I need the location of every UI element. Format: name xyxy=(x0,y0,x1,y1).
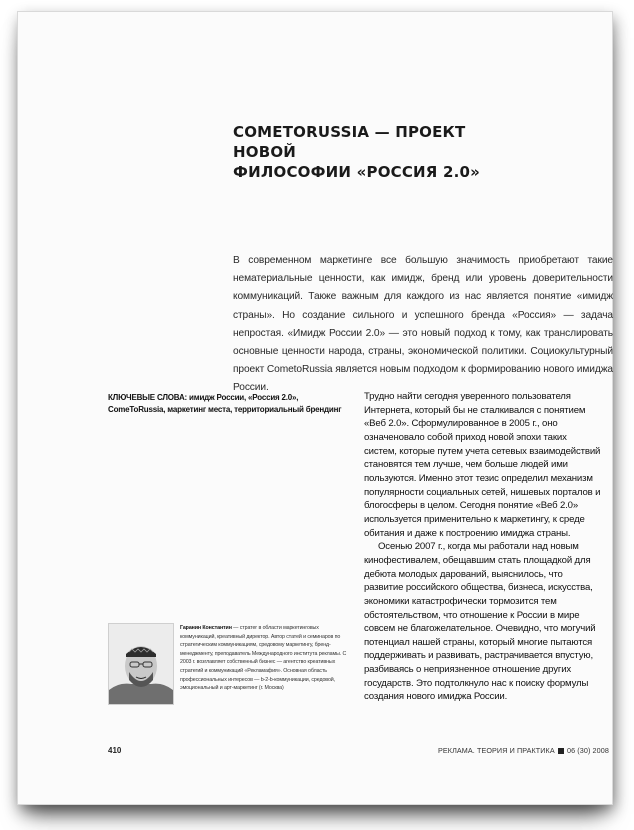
article-title-line-2: ФИЛОСОФИИ «РОССИЯ 2.0» xyxy=(233,163,481,181)
author-bio xyxy=(180,624,350,693)
author-description: — стратег в области маркетинговых коммуникаций, креативный директор. Автор статей и семинаров по стратегическим коммуникациям, средовому маркетингу, бренд-менеджменту, преподаватель Международного института рекламы. С 2003 г. возглавляет собственный бизнес — агентство креативных стратегий и коммуникаций «Рекламафия». Основная область профессиональных интересов — b-2-b-коммуникации, средовой, эмоциональный и арт-маркетинг (г. Москва) xyxy=(180,625,347,692)
article-body xyxy=(364,390,602,704)
article-lead: В современном маркетинге все большую значимость приобретают такие нематериальные ценности, как имидж, бренд или уровень доверительности коммуникаций. Также важным для каждого из нас является понятие «имидж страны». Но создание сильного и успешного бренда «Россия» — задача непростая. «Имидж России 2.0» — это новый подход к тому, как транслировать основные ценности народа, страны, экономической политики. Социокультурный проект CometoRussia является новым подходом к формированию нового имиджа России. xyxy=(233,255,613,394)
keywords: КЛЮЧЕВЫЕ СЛОВА: имидж России, «Россия 2.0», ComeToRussia, маркетинг места, территориальный брендинг xyxy=(108,393,342,414)
magazine-page xyxy=(18,12,612,804)
author-photo xyxy=(108,623,174,705)
author-name: Гаранин Константин xyxy=(180,625,232,631)
article-title xyxy=(233,122,533,182)
journal-issue: 06 (30) 2008 xyxy=(566,746,609,755)
journal-name: РЕКЛАМА. ТЕОРИЯ И ПРАКТИКА xyxy=(438,746,555,755)
journal-footer xyxy=(438,746,609,755)
article-title-line-1: COMETORUSSIA — ПРОЕКТ НОВОЙ xyxy=(233,123,466,161)
body-paragraph-1: Трудно найти сегодня уверенного пользователя Интернета, который бы не сталкивался с понятием «Веб 2.0». Сформулированное в 2005 г., оно означеновало собой приход новой эпохи таких систем, которые путем учета сетевых взаимодействий становятся тем лучше, чем больше людей ими пользуются. Именно этот тезис определил механизм популярности социальных сетей, нишевых порталов и блогосферы в целом. Сегодня понятие «Веб 2.0» используется применительно к маркетингу, к среде обитания и даже к построению имиджа страны. xyxy=(364,391,601,539)
square-bullet-icon xyxy=(558,748,564,754)
body-paragraph-2: Осенью 2007 г., когда мы работали над новым кинофестивалем, обещавшим стать площадкой для дебюта молодых дарований, выяснилось, что развитие российского общества, бизнеса, искусства, экономики катастрофически тормозится тем обстоятельством, что отношение к России в мире совсем не благожелательное. Очевидно, что могучий потенциал нашей страны, который многие пытаются поддерживать и развивать, растрачивается впустую, разбиваясь о неприязненное отношение других государств. Это подтолкнуло нас к поиску формулы создания нового имиджа России. xyxy=(364,541,596,703)
page-number: 410 xyxy=(108,746,122,755)
